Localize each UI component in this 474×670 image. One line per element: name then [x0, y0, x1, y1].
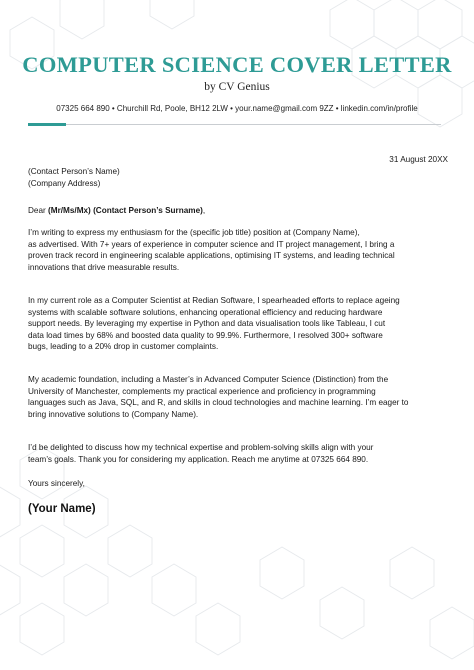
- salutation-prefix: Dear: [28, 206, 49, 215]
- paragraph-line: My academic foundation, including a Master’s in Advanced Computer Science (Distinction) from the: [28, 375, 389, 384]
- closing-phrase: Yours sincerely,: [28, 479, 85, 488]
- company-address: (Company Address): [28, 178, 101, 188]
- paragraph-line: support needs. By leveraging my expertise in Python and data visualisation tools like Tableau, I cut: [28, 319, 386, 329]
- paragraph-closing: [28, 442, 448, 465]
- paragraph-line: systems with scalable software solutions, enhancing operational efficiency and reducing hardware: [28, 307, 383, 317]
- paragraph-line: bring innovative solutions to (Company Name).: [28, 409, 199, 419]
- salutation-suffix: ,: [202, 206, 206, 215]
- byline: by CV Genius: [204, 81, 270, 93]
- paragraph-line: I’m writing to express my enthusiasm for the (specific job title) position at (Company Name),: [28, 228, 360, 237]
- paragraph-line: In my current role as a Computer Scientist at Redian Software, I spearheaded efforts to replace ageing: [28, 296, 400, 305]
- header-divider: [28, 124, 441, 125]
- paragraph-line: bugs, leading to a 20% drop in customer complaints.: [28, 342, 219, 352]
- paragraph-introduction: [28, 227, 448, 273]
- salutation: [28, 205, 205, 217]
- paragraph-line: data load times by 68% and boosted data quality to 99.9%. Furthermore, I resolved 300+ software: [28, 330, 383, 340]
- paragraph-line: proven track record in engineering scalable applications, optimising IT systems, and leading technical: [28, 251, 395, 261]
- paragraph-line: I’d be delighted to discuss how my technical expertise and problem-solving skills align with your: [28, 443, 374, 452]
- paragraph-experience: [28, 295, 448, 353]
- paragraph-line: languages such as Java, SQL, and R, and skills in cloud technologies and machine learning. I’m eager to: [28, 398, 409, 408]
- salutation-name: (Mr/Ms/Mx) (Contact Person’s Surname): [48, 206, 203, 215]
- contact-details: 07325 664 890 • Churchill Rd, Poole, BH12 2LW • your.name@gmail.com 9ZZ • linkedin.com/in/profile: [56, 104, 418, 113]
- paragraph-education: [28, 374, 448, 420]
- paragraph-line: team’s goals. Thank you for considering my application. Reach me anytime at 07325 664 890.: [28, 454, 369, 464]
- paragraph-line: as advertised. With 7+ years of experience in computer science and IT project management, I bring a: [28, 239, 395, 249]
- paragraph-line: University of Manchester, complements my practical experience and proficiency in programming: [28, 386, 376, 396]
- recipient-address-block: [28, 166, 120, 189]
- signature-name: (Your Name): [28, 503, 96, 515]
- letter-date: 31 August 20XX: [389, 155, 448, 164]
- header-divider-accent: [28, 123, 66, 126]
- document-title: COMPUTER SCIENCE COVER LETTER: [22, 52, 452, 77]
- paragraph-line: innovations that drive measurable results.: [28, 262, 180, 272]
- recipient-name: (Contact Person’s Name): [28, 167, 120, 176]
